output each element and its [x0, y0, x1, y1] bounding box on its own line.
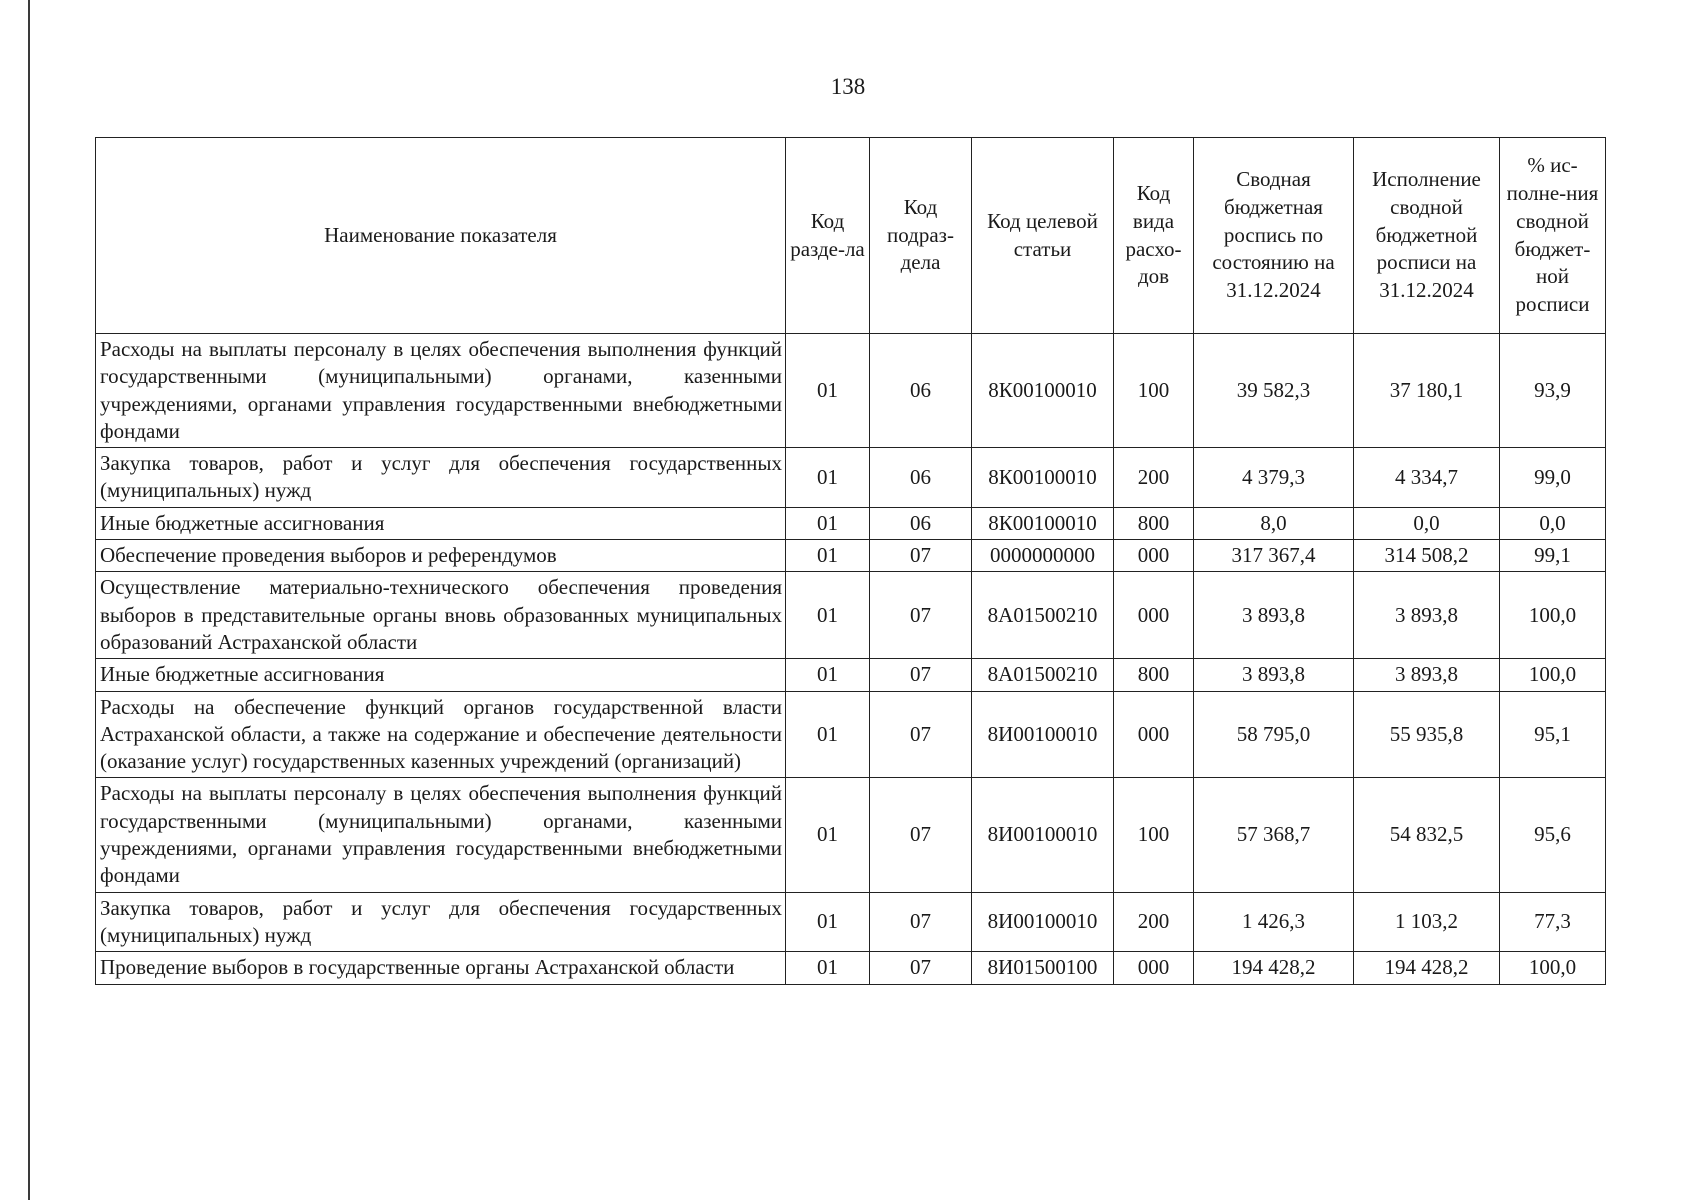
row-plan: 4 379,3 [1194, 448, 1354, 508]
row-section: 01 [786, 892, 870, 952]
header-budget-execution: Исполнение сводной бюджетной росписи на 31.12.2024 [1354, 138, 1500, 334]
row-target: 8А01500210 [972, 572, 1114, 659]
header-budget-plan: Сводная бюджетная роспись по состоянию на 31.12.2024 [1194, 138, 1354, 334]
table-row [96, 572, 1606, 659]
row-plan: 8,0 [1194, 507, 1354, 539]
row-target: 0000000000 [972, 540, 1114, 572]
table-header-row [96, 138, 1606, 334]
header-target-code: Код целевой статьи [972, 138, 1114, 334]
row-percent: 100,0 [1500, 572, 1606, 659]
row-plan: 39 582,3 [1194, 334, 1354, 448]
row-name: Расходы на выплаты персоналу в целях обеспечения выполнения функций государственными (муниципальными) органами, казенными учреждениями, органами управления государственными внебюджетными фондами [96, 334, 786, 448]
row-target: 8К00100010 [972, 507, 1114, 539]
row-subsection: 07 [870, 778, 972, 892]
row-name: Закупка товаров, работ и услуг для обеспечения государственных (муниципальных) нужд [96, 892, 786, 952]
scan-edge-line [28, 0, 30, 1200]
row-kind: 200 [1114, 448, 1194, 508]
row-name: Иные бюджетные ассигнования [96, 659, 786, 691]
row-execution: 3 893,8 [1354, 572, 1500, 659]
row-percent: 77,3 [1500, 892, 1606, 952]
table-row [96, 892, 1606, 952]
row-execution: 194 428,2 [1354, 952, 1500, 984]
row-execution: 4 334,7 [1354, 448, 1500, 508]
row-target: 8И00100010 [972, 778, 1114, 892]
table-row [96, 952, 1606, 984]
row-execution: 0,0 [1354, 507, 1500, 539]
header-subsection-code: Код подраз-дела [870, 138, 972, 334]
row-execution: 54 832,5 [1354, 778, 1500, 892]
row-percent: 100,0 [1500, 952, 1606, 984]
row-kind: 000 [1114, 691, 1194, 778]
row-section: 01 [786, 448, 870, 508]
table-row [96, 507, 1606, 539]
table-row [96, 448, 1606, 508]
row-kind: 100 [1114, 334, 1194, 448]
row-kind: 000 [1114, 540, 1194, 572]
row-subsection: 07 [870, 659, 972, 691]
table-row [96, 691, 1606, 778]
row-target: 8К00100010 [972, 334, 1114, 448]
row-target: 8И00100010 [972, 691, 1114, 778]
row-execution: 314 508,2 [1354, 540, 1500, 572]
table-row [96, 659, 1606, 691]
page-number: 138 [830, 74, 866, 99]
row-percent: 95,6 [1500, 778, 1606, 892]
table-row [96, 334, 1606, 448]
row-subsection: 07 [870, 540, 972, 572]
row-name: Обеспечение проведения выборов и референдумов [96, 540, 786, 572]
row-subsection: 07 [870, 952, 972, 984]
header-expense-type-code: Код вида расхо-дов [1114, 138, 1194, 334]
header-section-code: Код разде-ла [786, 138, 870, 334]
row-section: 01 [786, 952, 870, 984]
row-kind: 100 [1114, 778, 1194, 892]
row-percent: 93,9 [1500, 334, 1606, 448]
table-row [96, 540, 1606, 572]
row-plan: 57 368,7 [1194, 778, 1354, 892]
row-execution: 3 893,8 [1354, 659, 1500, 691]
row-section: 01 [786, 572, 870, 659]
budget-execution-table [95, 137, 1606, 985]
row-kind: 800 [1114, 507, 1194, 539]
row-subsection: 07 [870, 892, 972, 952]
header-execution-percent: % ис-полне-ния сводной бюджет-ной росписи [1500, 138, 1606, 334]
row-percent: 95,1 [1500, 691, 1606, 778]
row-plan: 58 795,0 [1194, 691, 1354, 778]
row-subsection: 06 [870, 507, 972, 539]
row-plan: 3 893,8 [1194, 572, 1354, 659]
row-kind: 200 [1114, 892, 1194, 952]
row-name: Расходы на выплаты персоналу в целях обеспечения выполнения функций государственными (муниципальными) органами, казенными учреждениями, органами управления государственными внебюджетными фондами [96, 778, 786, 892]
row-name: Проведение выборов в государственные органы Астраханской области [96, 952, 786, 984]
row-section: 01 [786, 334, 870, 448]
row-name: Расходы на обеспечение функций органов государственной власти Астраханской области, а также на содержание и обеспечение деятельности (оказание услуг) государственных казенных учреждений (организаций) [96, 691, 786, 778]
row-plan: 194 428,2 [1194, 952, 1354, 984]
row-plan: 1 426,3 [1194, 892, 1354, 952]
row-percent: 100,0 [1500, 659, 1606, 691]
row-kind: 000 [1114, 572, 1194, 659]
row-percent: 99,0 [1500, 448, 1606, 508]
row-subsection: 07 [870, 691, 972, 778]
header-name: Наименование показателя [96, 138, 786, 334]
row-subsection: 06 [870, 448, 972, 508]
row-section: 01 [786, 778, 870, 892]
row-kind: 000 [1114, 952, 1194, 984]
row-kind: 800 [1114, 659, 1194, 691]
row-name: Осуществление материально-технического обеспечения проведения выборов в представительные органы вновь образованных муниципальных образований Астраханской области [96, 572, 786, 659]
row-section: 01 [786, 540, 870, 572]
row-execution: 1 103,2 [1354, 892, 1500, 952]
row-percent: 0,0 [1500, 507, 1606, 539]
row-subsection: 06 [870, 334, 972, 448]
row-target: 8К00100010 [972, 448, 1114, 508]
row-subsection: 07 [870, 572, 972, 659]
row-section: 01 [786, 691, 870, 778]
row-execution: 55 935,8 [1354, 691, 1500, 778]
row-plan: 3 893,8 [1194, 659, 1354, 691]
table-row [96, 778, 1606, 892]
row-section: 01 [786, 507, 870, 539]
row-target: 8И00100010 [972, 892, 1114, 952]
row-name: Закупка товаров, работ и услуг для обеспечения государственных (муниципальных) нужд [96, 448, 786, 508]
row-percent: 99,1 [1500, 540, 1606, 572]
row-plan: 317 367,4 [1194, 540, 1354, 572]
row-target: 8А01500210 [972, 659, 1114, 691]
row-section: 01 [786, 659, 870, 691]
row-name: Иные бюджетные ассигнования [96, 507, 786, 539]
row-target: 8И01500100 [972, 952, 1114, 984]
row-execution: 37 180,1 [1354, 334, 1500, 448]
